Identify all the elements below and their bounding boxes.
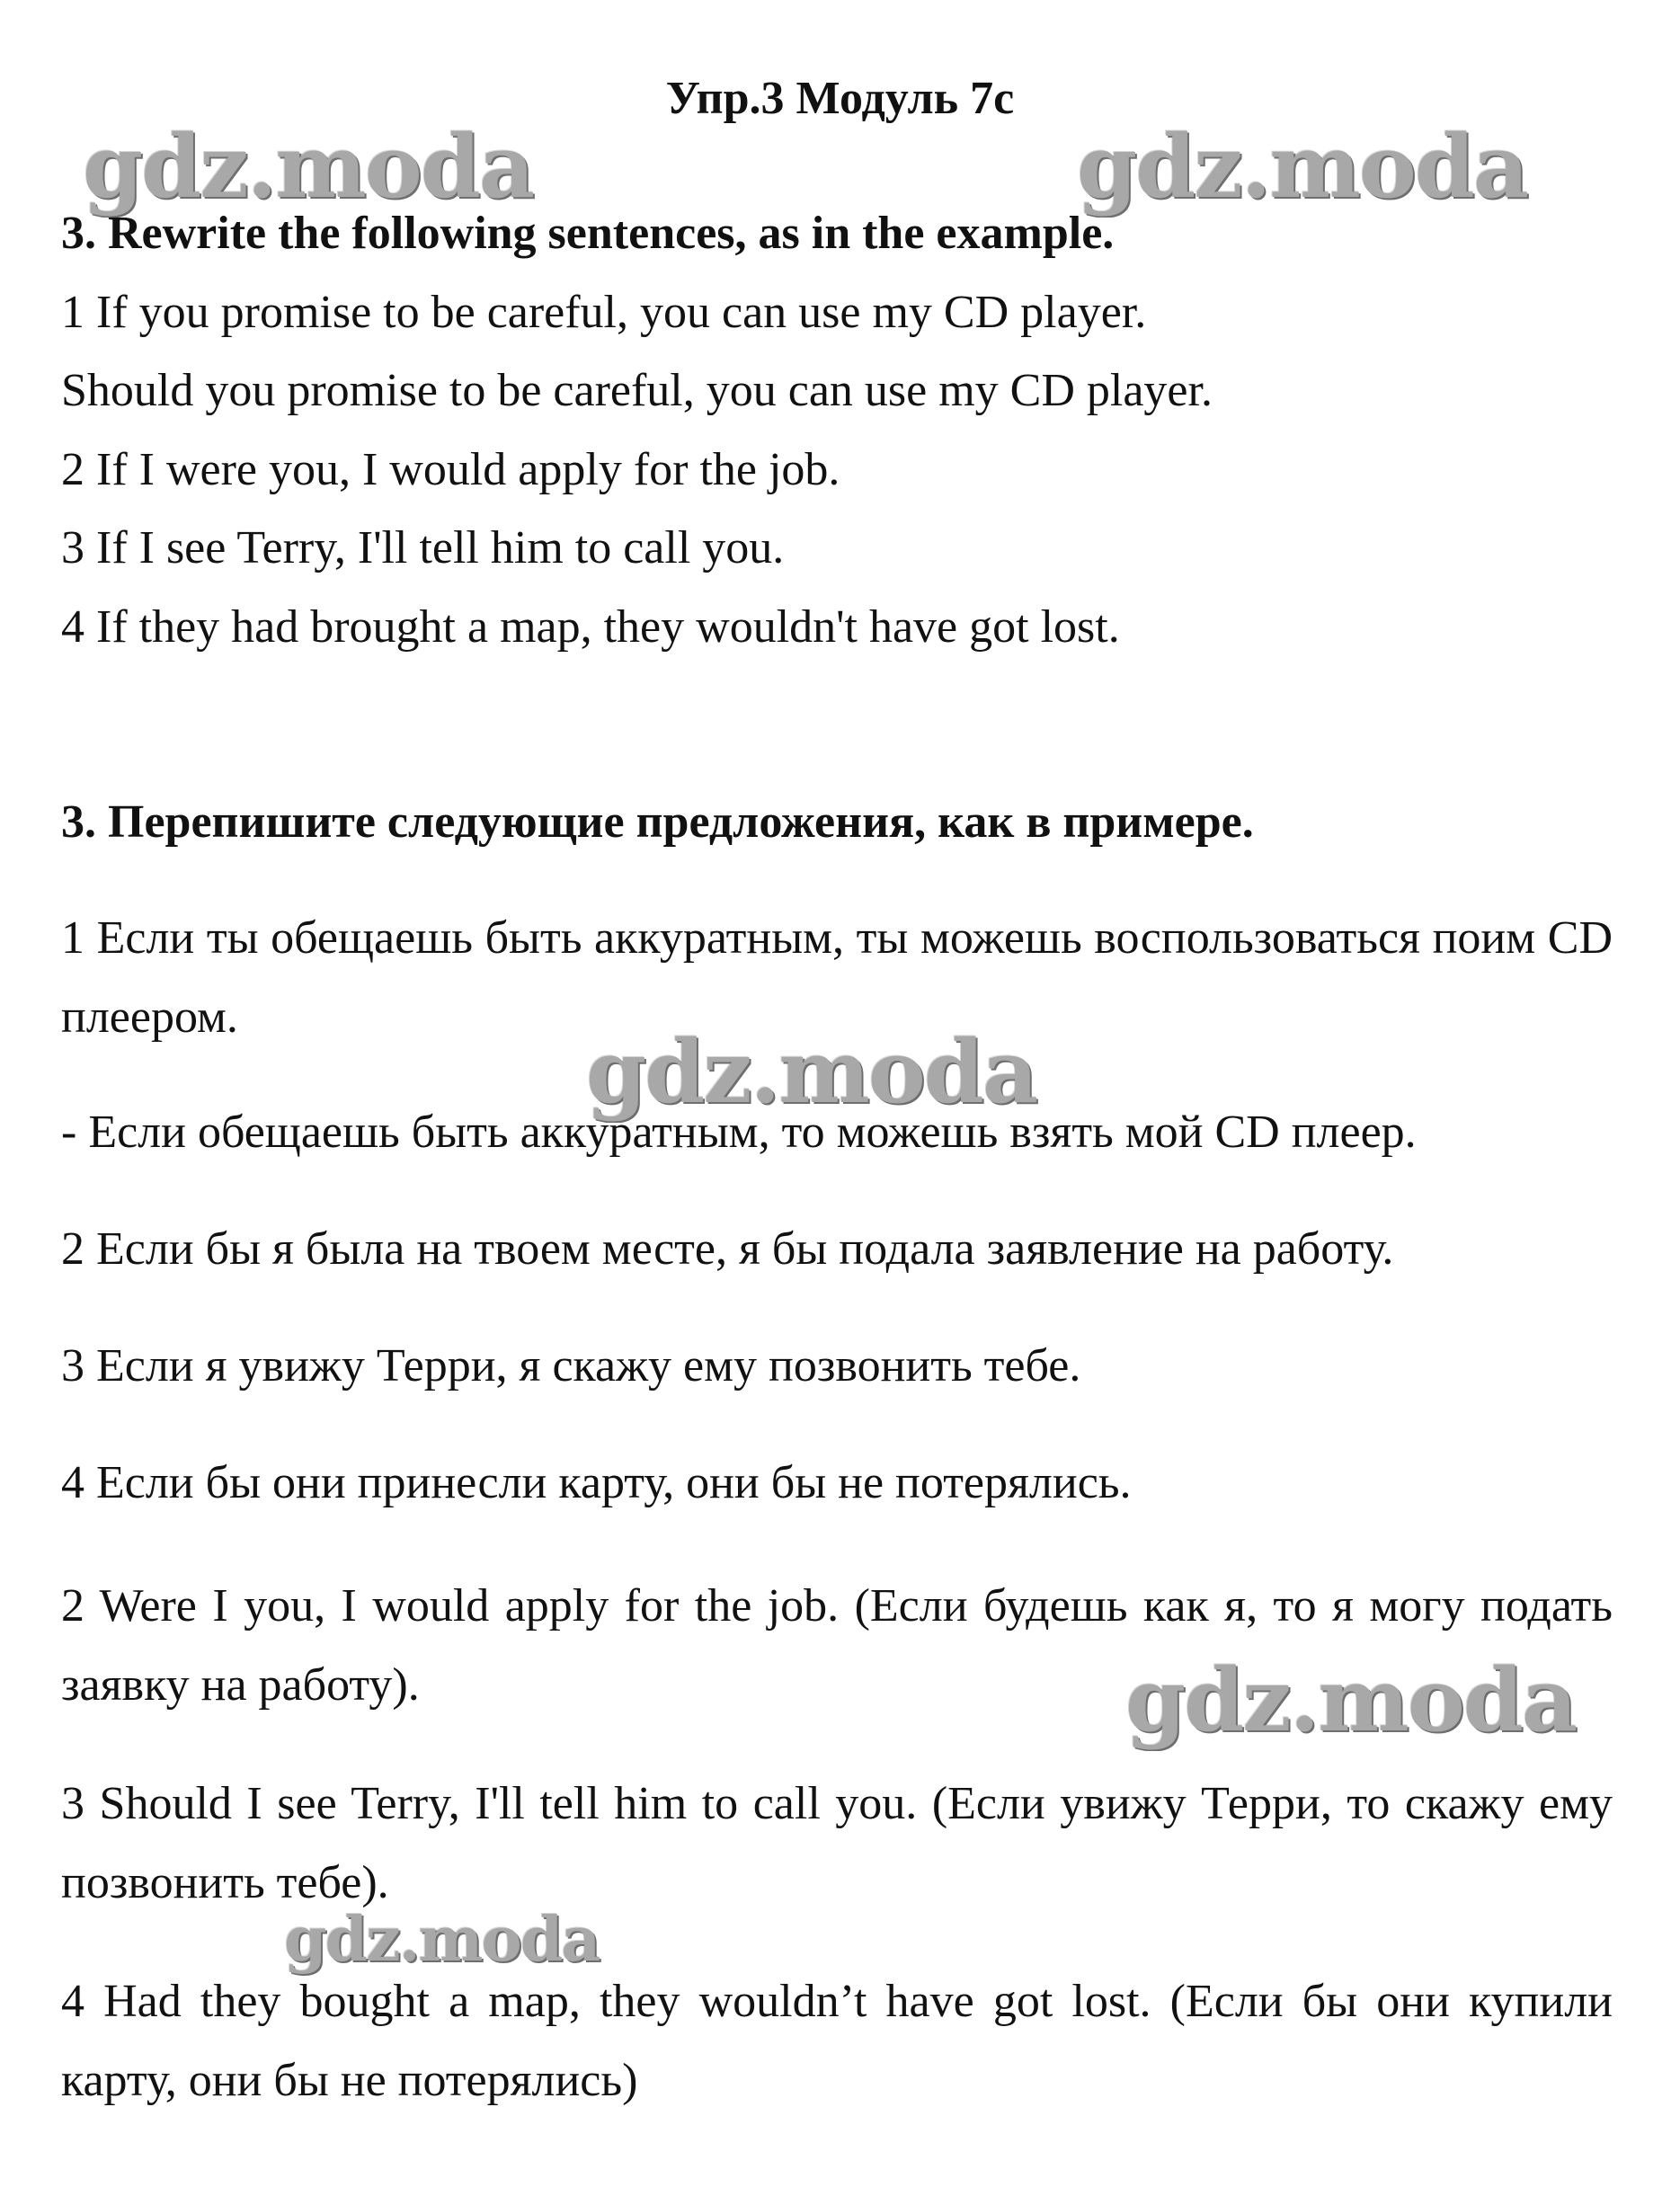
watermark: gdz.moda <box>284 1904 600 1976</box>
russian-item-1-answer: - Если обещаешь быть аккуратным, то можешь взять мой CD плеер. <box>61 1107 1417 1158</box>
answer-4: 4 Had they bought a map, they wouldn’t have got lost. (Если бы они купили карту, они бы не потерялись) <box>61 1976 1613 2106</box>
russian-item-4: 4 Если бы они принесли карту, они бы не потерялись. <box>61 1457 1132 1508</box>
english-line: Should you promise to be careful, you can use my CD player. <box>61 365 1213 416</box>
page-title: Упр.3 Модуль 7с <box>665 73 1015 124</box>
answer-3: 3 Should I see Terry, I'll tell him to call you. (Если увижу Терри, то скажу ему позвонить тебе). <box>61 1778 1613 1908</box>
english-line: 1 If you promise to be careful, you can use my CD player. <box>61 287 1147 338</box>
watermark: gdz.moda <box>1077 116 1528 218</box>
watermark: gdz.moda <box>586 1021 1037 1123</box>
english-line: 2 If I were you, I would apply for the job. <box>61 444 840 495</box>
english-line: 3 If I see Terry, I'll tell him to call you. <box>61 522 785 573</box>
russian-item-1: 1 Если ты обещаешь быть аккуратным, ты можешь воспользоваться поим CD плеером. <box>61 912 1613 1043</box>
watermark: gdz.moda <box>83 116 534 218</box>
russian-item-2: 2 Если бы я была на твоем месте, я бы подала заявление на работу. <box>61 1223 1394 1275</box>
english-instruction: 3. Rewrite the following sentences, as in the example. <box>61 208 1115 259</box>
english-line: 4 If they had brought a map, they wouldn't have got lost. <box>61 601 1120 653</box>
russian-item-3: 3 Если я увижу Терри, я скажу ему позвонить тебе. <box>61 1340 1081 1391</box>
russian-instruction: 3. Перепишите следующие предложения, как в примере. <box>61 796 1254 848</box>
watermark: gdz.moda <box>1125 1649 1577 1751</box>
answer-2: 2 Were I you, I would apply for the job. (Если будешь как я, то я могу подать заявку на работу). <box>61 1580 1613 1711</box>
